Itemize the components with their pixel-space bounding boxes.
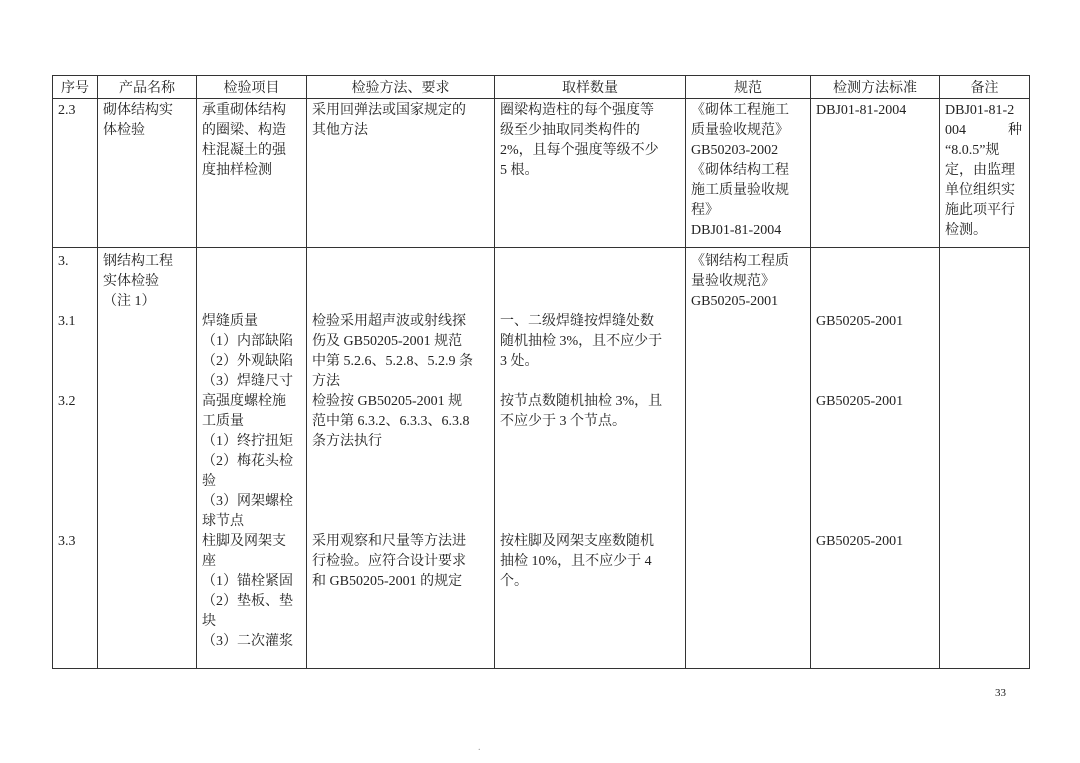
cell-line: 承重砌体结构 (202, 103, 286, 118)
cell-line: 块 (202, 614, 216, 629)
cell-line: 验 (202, 474, 216, 489)
header-product-name: 产品名称 (98, 76, 197, 99)
cell-remarks (940, 99, 1030, 248)
cell-line (58, 432, 93, 452)
cell-test-standard (811, 99, 940, 248)
cell-specification (686, 99, 811, 248)
cell-line: 圈梁构造柱的每个强度等 (500, 103, 654, 118)
cell-inspection-item (197, 99, 307, 248)
header-inspection-item: 检验项目 (197, 76, 307, 99)
header-specification: 规范 (686, 76, 811, 99)
cell-line (816, 272, 935, 292)
cell-line: 2%，且每个强度等级不少 (500, 143, 659, 158)
cell-line (202, 292, 302, 312)
cell-line (816, 492, 935, 512)
cell-line: 施工质量验收规 (691, 183, 789, 198)
cell-line: 不应少于 3 个节点。 (500, 414, 626, 429)
cell-line (58, 512, 93, 532)
cell-line: 程》 (691, 203, 719, 218)
cell-line (312, 452, 490, 472)
cell-line: 柱脚及网架支 (202, 534, 286, 549)
cell-product-name (98, 248, 197, 669)
cell-line: “8.0.5”规 (945, 143, 1000, 158)
cell-line: 检验按 GB50205-2001 规 (312, 394, 463, 409)
cell-line: GB50203-2002 (691, 143, 779, 158)
cell-line: GB50205-2001 (691, 294, 779, 309)
cell-line: 3.2 (58, 394, 76, 409)
cell-line: DBJ01-81-2 (945, 103, 1015, 118)
cell-inspection-item (197, 248, 307, 669)
cell-line: 座 (202, 554, 216, 569)
cell-line (816, 412, 935, 432)
cell-line (500, 492, 681, 512)
cell-line: （2）外观缺陷 (202, 354, 293, 369)
cell-line (312, 272, 490, 292)
cell-line: 采用观察和尺量等方法进 (312, 534, 466, 549)
cell-line (58, 412, 93, 432)
cell-line: 和 GB50205-2001 的规定 (312, 574, 463, 589)
cell-product-name (98, 99, 197, 248)
cell-line: 量验收规范》 (691, 274, 775, 289)
cell-line (312, 472, 490, 492)
footer-mark: . (478, 742, 481, 753)
cell-line (58, 492, 93, 512)
cell-method (307, 99, 495, 248)
cell-line: 《钢结构工程质 (691, 254, 789, 269)
cell-remarks (940, 248, 1030, 669)
cell-line: （注 1） (103, 294, 156, 309)
cell-line (500, 292, 681, 312)
cell-line: 《砌体工程施工 (691, 103, 789, 118)
cell-line: 一、二级焊缝按焊缝处数 (500, 314, 654, 329)
header-remarks: 备注 (940, 76, 1030, 99)
cell-line: 抽检 10%，且不应少于 4 (500, 554, 652, 569)
cell-line: 3. (58, 254, 69, 269)
cell-line: 3.1 (58, 314, 76, 329)
cell-line: 高强度螺栓施 (202, 394, 286, 409)
cell-line: DBJ01-81-2004 (816, 103, 907, 118)
cell-specification (686, 248, 811, 669)
cell-line: GB50205-2001 (816, 314, 904, 329)
cell-line: 柱混凝土的强 (202, 143, 286, 158)
cell-line: DBJ01-81-2004 (691, 223, 782, 238)
cell-line (58, 292, 93, 312)
cell-line: （2）梅花头检 (202, 454, 293, 469)
cell-line: （3）二次灌浆 (202, 634, 293, 649)
header-method: 检验方法、要求 (307, 76, 495, 99)
cell-line: 范中第 6.3.2、6.3.3、6.3.8 (312, 414, 470, 429)
cell-line: 伤及 GB50205-2001 规范 (312, 334, 463, 349)
cell-line (58, 272, 93, 292)
cell-line: 体检验 (103, 123, 145, 138)
cell-line: 《砌体结构工程 (691, 163, 789, 178)
cell-line (816, 472, 935, 492)
table-row (53, 248, 1030, 669)
cell-line: 实体检验 (103, 274, 159, 289)
cell-line (58, 372, 93, 392)
cell-line (500, 272, 681, 292)
cell-line: 焊缝质量 (202, 314, 258, 329)
cell-line (816, 252, 935, 272)
cell-line: 条方法执行 (312, 434, 382, 449)
cell-line (58, 352, 93, 372)
cell-line (500, 372, 681, 392)
cell-seq (53, 99, 98, 248)
cell-line (500, 252, 681, 272)
cell-line: 3.3 (58, 534, 76, 549)
cell-line (816, 372, 935, 392)
cell-sample-quantity (495, 99, 686, 248)
cell-line: （1）内部缺陷 (202, 334, 293, 349)
page-number: 33 (995, 687, 1006, 699)
cell-line: 砌体结构实 (103, 103, 173, 118)
cell-line (58, 472, 93, 492)
cell-line: 施此项平行 (945, 203, 1015, 218)
table-row (53, 99, 1030, 248)
cell-line: 工质量 (202, 414, 244, 429)
cell-line: 按柱脚及网架支座数随机 (500, 534, 654, 549)
cell-line (312, 252, 490, 272)
cell-line: GB50205-2001 (816, 394, 904, 409)
cell-seq (53, 248, 98, 669)
cell-line: 球节点 (202, 514, 244, 529)
header-sample-quantity: 取样数量 (495, 76, 686, 99)
cell-line: 检测。 (945, 223, 987, 238)
cell-line: （1）终拧扭矩 (202, 434, 293, 449)
cell-line (312, 292, 490, 312)
cell-test-standard (811, 248, 940, 669)
cell-line (312, 512, 490, 532)
cell-line: 个。 (500, 574, 528, 589)
cell-line: （2）垫板、垫 (202, 594, 293, 609)
cell-line (816, 432, 935, 452)
cell-line: 方法 (312, 374, 340, 389)
cell-line: 钢结构工程 (103, 254, 173, 269)
cell-line: 单位组织实 (945, 183, 1015, 198)
cell-line: （1）锚栓紧固 (202, 574, 293, 589)
cell-line: 采用回弹法或国家规定的 (312, 103, 466, 118)
cell-line: 其他方法 (312, 123, 368, 138)
cell-line: （3）网架螺栓 (202, 494, 293, 509)
cell-line: 行检验。应符合设计要求 (312, 554, 466, 569)
cell-line: 3 处。 (500, 354, 539, 369)
cell-line (202, 252, 302, 272)
cell-line (312, 492, 490, 512)
cell-method (307, 248, 495, 669)
cell-line: 质量验收规范》 (691, 123, 789, 138)
cell-line: 5 根。 (500, 163, 539, 178)
cell-line (500, 472, 681, 492)
cell-line: 检验采用超声波或射线探 (312, 314, 466, 329)
cell-line: 级至少抽取同类构件的 (500, 123, 640, 138)
header-test-standard: 检测方法标准 (811, 76, 940, 99)
header-seq: 序号 (53, 76, 98, 99)
cell-line: 2.3 (58, 103, 76, 118)
cell-line (202, 272, 302, 292)
cell-line (816, 352, 935, 372)
cell-line: 按节点数随机抽检 3%，且 (500, 394, 663, 409)
cell-line: 中第 5.2.6、5.2.8、5.2.9 条 (312, 354, 473, 369)
cell-line (816, 512, 935, 532)
cell-line: 的圈梁、构造 (202, 123, 286, 138)
cell-line: 随机抽检 3%，且不应少于 (500, 334, 663, 349)
cell-line: GB50205-2001 (816, 534, 904, 549)
cell-sample-quantity (495, 248, 686, 669)
cell-line (816, 332, 935, 352)
cell-line (58, 332, 93, 352)
cell-line (58, 452, 93, 472)
cell-line (816, 292, 935, 312)
cell-line: （3）焊缝尺寸 (202, 374, 293, 389)
table-header-row (53, 76, 1030, 99)
cell-line: 定，由监理 (945, 163, 1015, 178)
cell-line (500, 452, 681, 472)
cell-line (816, 452, 935, 472)
cell-line: 度抽样检测 (202, 163, 272, 178)
inspection-table (52, 75, 1030, 669)
cell-line: 004 种 (945, 123, 1022, 138)
cell-line (500, 512, 681, 532)
cell-line (500, 432, 681, 452)
